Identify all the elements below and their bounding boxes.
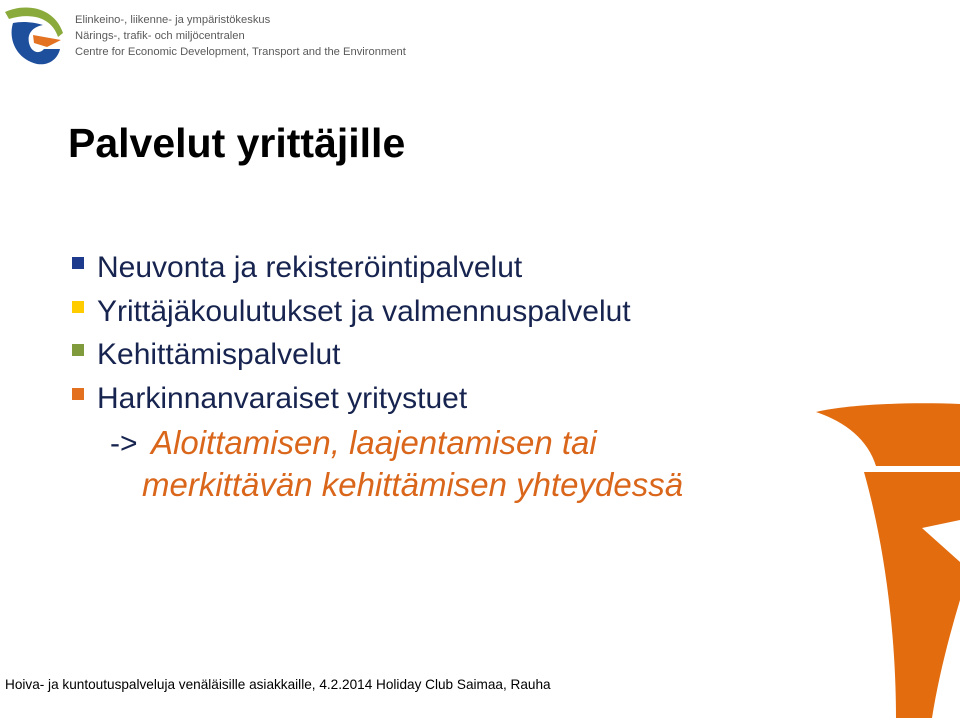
square-bullet-icon <box>72 344 84 356</box>
bullet-text: Neuvonta ja rekisteröintipalvelut <box>97 250 523 284</box>
bullet-item <box>72 381 672 416</box>
slide-title: Palvelut yrittäjille <box>68 120 406 166</box>
sub-note-line-1: Aloittamisen, laajentamisen tai <box>151 424 597 462</box>
logo-orange-wedge <box>33 35 61 47</box>
bullet-text: Yrittäjäkoulutukset ja valmennuspalvelut <box>97 294 631 328</box>
square-bullet-icon <box>72 257 84 269</box>
decoration-lower-body <box>864 472 960 718</box>
bullet-text: Kehittämispalvelut <box>97 337 341 371</box>
ely-centre-logo-icon <box>4 3 64 65</box>
footer-text: Hoiva- ja kuntoutuspalveluja venäläisille asiakkaille, 4.2.2014 Holiday Club Saimaa, Rauha <box>5 676 551 692</box>
decoration-top-swoosh <box>816 403 960 466</box>
bullet-item <box>72 250 672 285</box>
sub-note-line-2: merkittävän kehittämisen yhteydessä <box>142 466 684 504</box>
org-name-swedish: Närings-, trafik- och miljöcentralen <box>75 29 245 42</box>
bullet-text: Harkinnanvaraiset yritystuet <box>97 381 468 415</box>
org-name-english: Centre for Economic Development, Transport and the Environment <box>75 45 406 58</box>
orange-logo-decoration <box>810 400 960 718</box>
bullet-item <box>72 337 672 372</box>
org-name-finnish: Elinkeino-, liikenne- ja ympäristökeskus <box>75 13 271 26</box>
square-bullet-icon <box>72 301 84 313</box>
bullet-item <box>72 294 672 329</box>
square-bullet-icon <box>72 388 84 400</box>
sub-note-arrow: -> <box>110 426 138 460</box>
